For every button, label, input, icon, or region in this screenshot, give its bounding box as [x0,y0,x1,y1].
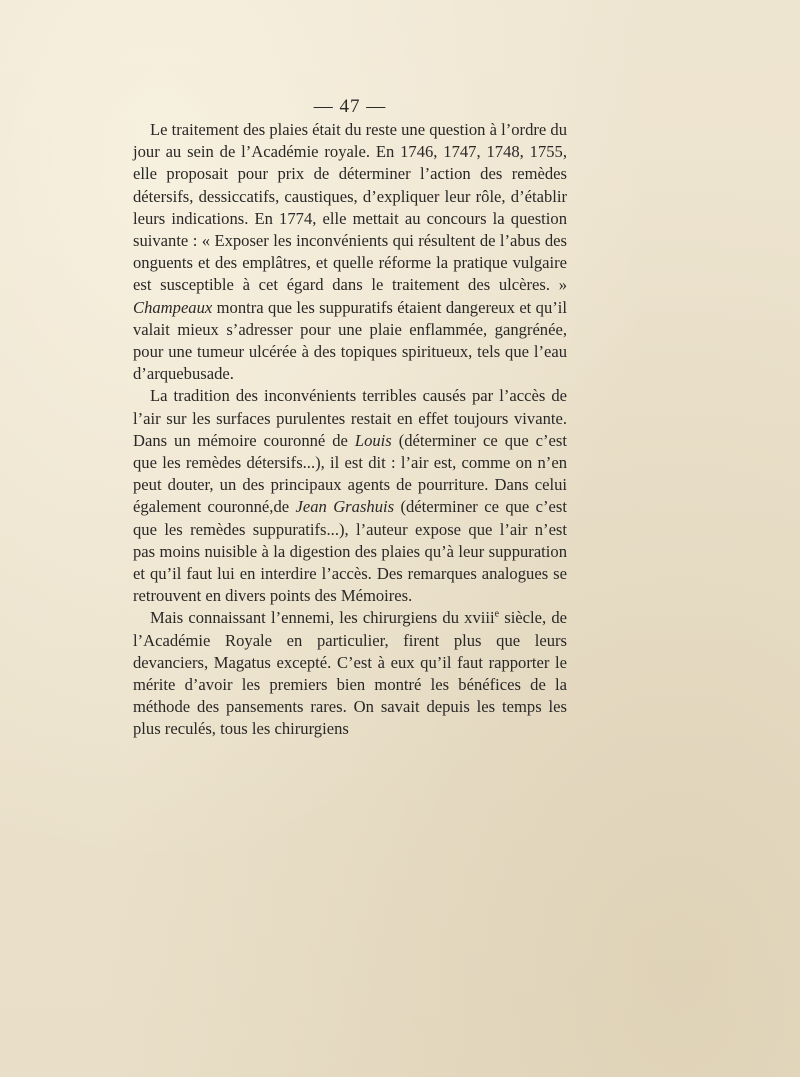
century-superscript: e [494,608,500,620]
text-segment: (déterminer ce que c’est que les remèdes suppuratifs...), l’auteur expose que l’air n’est pas moins nuisible à la digestion des plaies qu’à leur suppuration et qu’il faut lui en interdire l’accès. Des remarques analogues se retrouvent en divers points des Mémoires. [133,497,567,606]
paragraph-1 [133,119,567,385]
body-text [133,119,567,741]
author-name-champeaux: Champeaux [133,297,213,317]
text-segment: Mais connaissant l’ennemi, les chirurgiens du xviii [150,608,495,628]
text-segment: La tradition des inconvénients terribles causés par l’accès de l’air sur les surfaces purulentes restait en effet toujours vivante. Dans un mémoire couronné de [133,386,567,450]
text-segment: montra que les suppuratifs étaient dangereux et qu’il valait mieux s’adresser pour une plaie enflammée, gangrénée, pour une tumeur ulcérée à des topiques spiritueux, tels que l’eau d’arquebusade. [133,297,567,384]
author-name-louis: Louis [354,430,392,450]
paragraph-3 [133,607,567,740]
page-number: — 47 — [313,96,387,117]
text-segment: (déterminer ce que c’est que les remèdes détersifs...), il est dit : l’air est, comme on n’en peut douter, un des principaux agents de pourriture. Dans celui également couronné,de [133,430,567,517]
text-segment: siècle, de l’Académie Royale en particulier, firent plus que leurs devanciers, Magatus excepté. C’est à eux qu’il faut rapporter le mérite d’avoir les premiers bien montré les bénéfices de la méthode des pansements rares. On savait depuis les temps les plus reculés, tous les chirurgiens [133,608,568,739]
author-name-grashuis: Jean Grashuis [295,497,395,517]
paragraph-2 [133,385,567,607]
text-segment: Le traitement des plaies était du reste une question à l’ordre du jour au sein de l’Académie royale. En 1746, 1747, 1748, 1755, elle proposait pour prix de déterminer l’action des remèdes détersifs, dessiccatifs, caustiques, d’expliquer leur rôle, d’établir leurs indications. En 1774, elle mettait au concours la question suivante : « Exposer les inconvénients qui résultent de l’abus des onguents et des emplâtres, et quelle réforme la pratique vulgaire est susceptible à cet égard dans le traitement des ulcères. » [133,120,567,295]
